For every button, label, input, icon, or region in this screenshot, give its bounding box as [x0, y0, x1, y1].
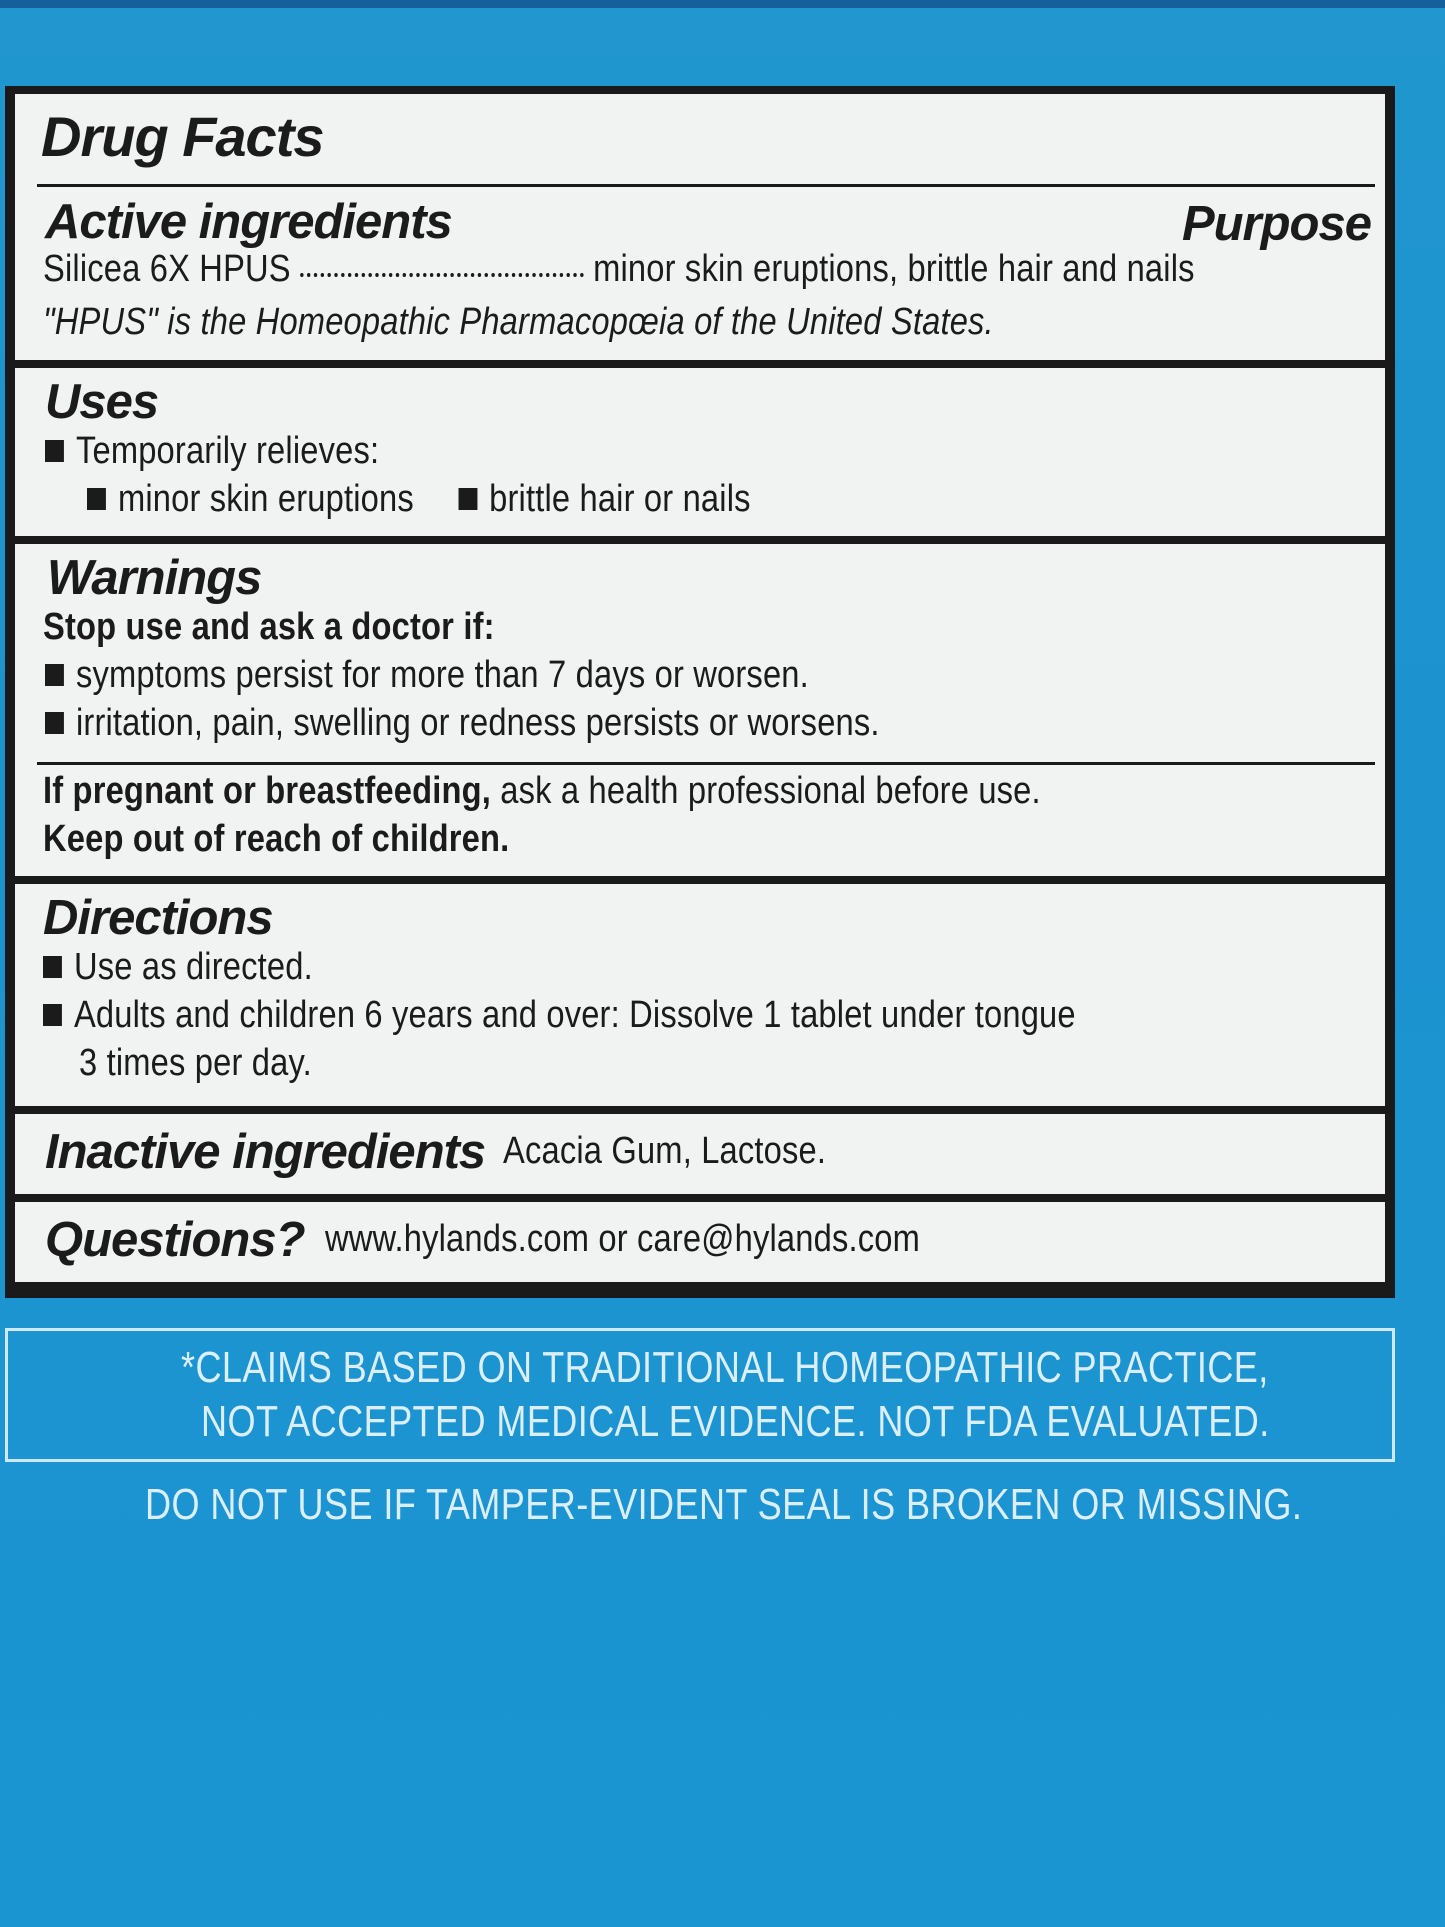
directions-heading: Directions — [43, 891, 273, 945]
pregnancy-bold: If pregnant or breastfeeding, — [43, 770, 492, 812]
keep-out-text: Keep out of reach of children. — [43, 818, 510, 860]
active-ingredient-line — [43, 248, 1195, 291]
directions-item-1 — [43, 946, 313, 989]
directions-box — [15, 884, 1385, 1106]
directions-item-2 — [43, 994, 1076, 1037]
bullet-square-icon — [45, 440, 64, 462]
active-ingredients-box — [15, 94, 1385, 360]
purpose-heading: Purpose — [1181, 197, 1371, 251]
uses-heading: Uses — [45, 375, 159, 429]
uses-item-1: minor skin eruptions — [117, 478, 414, 520]
directions-item-1-text: Use as directed. — [73, 946, 313, 988]
package-top-edge — [0, 0, 1445, 8]
claims-disclaimer-box — [5, 1328, 1395, 1462]
keep-out-warning — [43, 818, 509, 861]
inactive-ingredients-box — [15, 1114, 1385, 1194]
bullet-square-icon — [45, 712, 64, 734]
bullet-square-icon — [87, 488, 106, 510]
claims-line-2: NOT ACCEPTED MEDICAL EVIDENCE. NOT FDA EVALUATED. — [201, 1397, 1270, 1446]
ingredient-purpose: minor skin eruptions, brittle hair and nails — [593, 248, 1195, 290]
directions-item-2-line-1: Adults and children 6 years and over: Dissolve 1 tablet under tongue — [73, 994, 1076, 1036]
active-ingredients-heading: Active ingredients — [45, 195, 452, 249]
drug-facts-title: Drug Facts — [41, 105, 324, 168]
bullet-square-icon — [458, 488, 477, 510]
ingredient-name: Silicea 6X HPUS — [43, 248, 291, 290]
uses-lead-text: Temporarily relieves: — [75, 430, 380, 472]
claims-line-1: *CLAIMS BASED ON TRADITIONAL HOMEOPATHIC PRACTICE, — [181, 1343, 1269, 1392]
warnings-box — [15, 544, 1385, 876]
bullet-square-icon — [45, 664, 64, 686]
warning-item-1 — [45, 654, 809, 697]
bullet-square-icon — [43, 956, 62, 978]
warnings-heading: Warnings — [47, 551, 262, 605]
directions-item-2-line-2: 3 times per day. — [79, 1042, 312, 1084]
drug-facts-panel — [5, 86, 1395, 1298]
uses-lead — [45, 430, 379, 473]
warning-item-1-text: symptoms persist for more than 7 days or worsen. — [75, 654, 809, 696]
warnings-rule — [37, 762, 1375, 765]
questions-contact: www.hylands.com or care@hylands.com — [325, 1218, 920, 1260]
pregnancy-rest: ask a health professional before use. — [491, 770, 1041, 812]
uses-items — [87, 478, 751, 521]
inactive-ingredients-heading: Inactive ingredients — [45, 1125, 486, 1179]
inactive-ingredients-value: Acacia Gum, Lactose. — [503, 1130, 827, 1172]
warning-item-2-text: irritation, pain, swelling or redness persists or worsens. — [75, 702, 880, 744]
tamper-seal-warning: DO NOT USE IF TAMPER-EVIDENT SEAL IS BROKEN OR MISSING. — [145, 1480, 1303, 1529]
uses-box — [15, 368, 1385, 536]
questions-heading: Questions? — [45, 1213, 305, 1267]
stop-use-text: Stop use and ask a doctor if: — [43, 606, 495, 648]
questions-box — [15, 1202, 1385, 1282]
bullet-square-icon — [43, 1004, 62, 1026]
warning-item-2 — [45, 702, 880, 745]
uses-item-2: brittle hair or nails — [489, 478, 751, 520]
title-rule — [37, 184, 1375, 187]
stop-use-heading — [43, 606, 495, 649]
hpus-note: "HPUS" is the Homeopathic Pharmacopœia of the United States. — [43, 301, 994, 343]
pregnancy-warning — [43, 770, 1041, 813]
dot-leader — [300, 273, 584, 277]
